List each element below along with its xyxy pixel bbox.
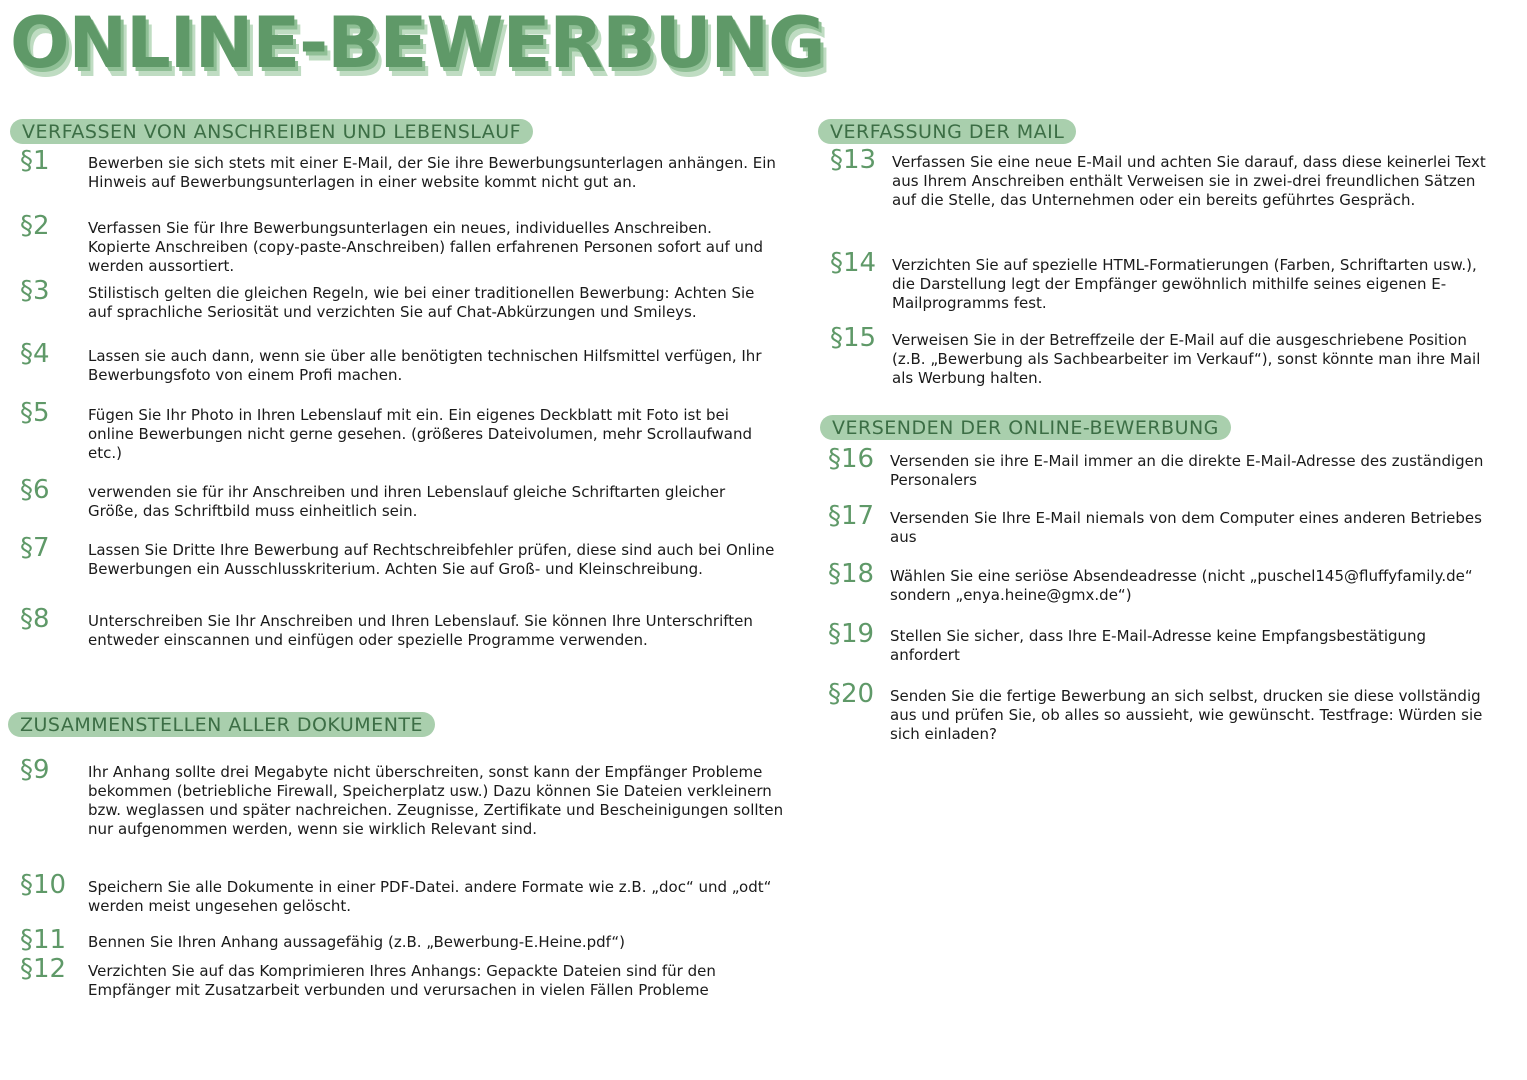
paragraph-number: §14 [830, 248, 877, 278]
paragraph-text: Speichern Sie alle Dokumente in einer PDF-Datei. andere Formate wie z.B. „doc“ und „odt“ werden meist ungesehen gelöscht. [88, 878, 772, 915]
paragraph-text: Bennen Sie Ihren Anhang aussagefähig (z.B. „Bewerbung-E.Heine.pdf“) [88, 933, 626, 951]
paragraph-number: §12 [20, 954, 67, 984]
section-heading-anschreiben: VERFASSEN VON ANSCHREIBEN UND LEBENSLAUF [10, 119, 533, 144]
paragraph-text: Unterschreiben Sie Ihr Anschreiben und Ihren Lebenslauf. Sie können Ihre Unterschriften entweder einscannen und einfügen oder spezielle Programme verwenden. [88, 612, 753, 649]
paragraph-text: Bewerben sie sich stets mit einer E-Mail, der Sie ihre Bewerbungsunterlagen anhängen. Ein Hinweis auf Bewerbungsunterlagen in einer website kommt nicht gut an. [88, 154, 776, 191]
paragraph-text: Lassen Sie Dritte Ihre Bewerbung auf Rechtschreibfehler prüfen, diese sind auch bei Online Bewerbungen ein Ausschlusskriterium. Achten Sie auf Groß- und Kleinschreibung. [88, 541, 775, 578]
paragraph-text: Lassen sie auch dann, wenn sie über alle benötigten technischen Hilfsmittel verfügen, Ihr Bewerbungsfoto von einem Profi machen. [88, 347, 762, 384]
paragraph-number: §4 [20, 339, 50, 369]
section-heading-versenden: VERSENDEN DER ONLINE-BEWERBUNG [820, 415, 1231, 440]
paragraph-number: §15 [830, 323, 877, 353]
paragraph-number: §17 [828, 501, 875, 531]
paragraph-text: verwenden sie für ihr Anschreiben und ihren Lebenslauf gleiche Schriftarten gleicher Größe, das Schriftbild muss einheitlich sein. [88, 483, 726, 520]
paragraph-number: §13 [830, 145, 877, 175]
paragraph-text: Verzichten Sie auf das Komprimieren Ihres Anhangs: Gepackte Dateien sind für den Empfänger mit Zusatzarbeit verbunden und verursachen in vielen Fällen Probleme [88, 962, 716, 999]
paragraph-text: Stellen Sie sicher, dass Ihre E-Mail-Adresse keine Empfangsbestätigung anfordert [890, 627, 1427, 664]
paragraph-text: Verfassen Sie für Ihre Bewerbungsunterlagen ein neues, individuelles Anschreiben. Kopierte Anschreiben (copy-paste-Anschreiben) fallen erfahrenen Personen sofort auf und werden aussortiert. [88, 219, 764, 275]
paragraph-text: Versenden sie ihre E-Mail immer an die direkte E-Mail-Adresse des zuständigen Personalers [890, 452, 1484, 489]
paragraph-text: Versenden Sie Ihre E-Mail niemals von dem Computer eines anderen Betriebes aus [890, 509, 1482, 546]
paragraph-number: §8 [20, 604, 50, 634]
paragraph-text: Verzichten Sie auf spezielle HTML-Formatierungen (Farben, Schriftarten usw.), die Darstellung legt der Empfänger gewöhnlich mithilfe seines eigenen E-Mailprogramms fest. [892, 256, 1477, 312]
paragraph-number: §3 [20, 276, 50, 306]
paragraph-number: §20 [828, 679, 875, 709]
paragraph-text: Senden Sie die fertige Bewerbung an sich selbst, drucken sie diese vollständig aus und prüfen Sie, ob alles so aussieht, wie gewünscht. Testfrage: Würden sie sich einladen? [890, 687, 1483, 743]
page-title: ONLINE-BEWERBUNG [10, 2, 825, 84]
paragraph-text: Ihr Anhang sollte drei Megabyte nicht überschreiten, sonst kann der Empfänger Probleme bekommen (betriebliche Firewall, Speicherplatz usw.) Dazu können Sie Dateien verkleinern bzw. weglassen und später nachreichen. Zeugnisse, Zertifikate und Bescheinigungen sollten nur aufgenommen werden, wenn sie wirklich Relevant sind. [88, 763, 784, 838]
paragraph-text: Verweisen Sie in der Betreffzeile der E-Mail auf die ausgeschriebene Position (z.B. „Bewerbung als Sachbearbeiter im Verkauf“), sonst könnte man ihre Mail als Werbung halten. [892, 331, 1481, 387]
paragraph-number: §1 [20, 146, 50, 176]
section-heading-dokumente: ZUSAMMENSTELLEN ALLER DOKUMENTE [8, 712, 435, 737]
paragraph-number: §5 [20, 398, 50, 428]
paragraph-number: §9 [20, 755, 50, 785]
paragraph-number: §6 [20, 475, 50, 505]
paragraph-text: Wählen Sie eine seriöse Absendeadresse (nicht „puschel145@fluffyfamily.de“ sondern „enya.heine@gmx.de“) [890, 567, 1473, 604]
paragraph-number: §18 [828, 559, 875, 589]
paragraph-number: §16 [828, 444, 875, 474]
paragraph-text: Fügen Sie Ihr Photo in Ihren Lebenslauf mit ein. Ein eigenes Deckblatt mit Foto ist bei online Bewerbungen nicht gerne gesehen. (größeres Dateivolumen, mehr Scrollaufwand etc.) [88, 406, 753, 462]
paragraph-text: Verfassen Sie eine neue E-Mail und achten Sie darauf, dass diese keinerlei Text aus Ihrem Anschreiben enthält Verweisen sie in zwei-drei freundlichen Sätzen auf die Stelle, das Unternehmen oder ein bereits geführtes Gespräch. [892, 153, 1486, 209]
paragraph-number: §11 [20, 925, 67, 955]
paragraph-number: §10 [20, 870, 67, 900]
section-heading-mail: VERFASSUNG DER MAIL [818, 119, 1076, 144]
paragraph-number: §7 [20, 533, 50, 563]
paragraph-text: Stilistisch gelten die gleichen Regeln, wie bei einer traditionellen Bewerbung: Achten Sie auf sprachliche Seriosität und verzichten Sie auf Chat-Abkürzungen und Smileys. [88, 284, 755, 321]
paragraph-number: §2 [20, 211, 50, 241]
paragraph-number: §19 [828, 619, 875, 649]
